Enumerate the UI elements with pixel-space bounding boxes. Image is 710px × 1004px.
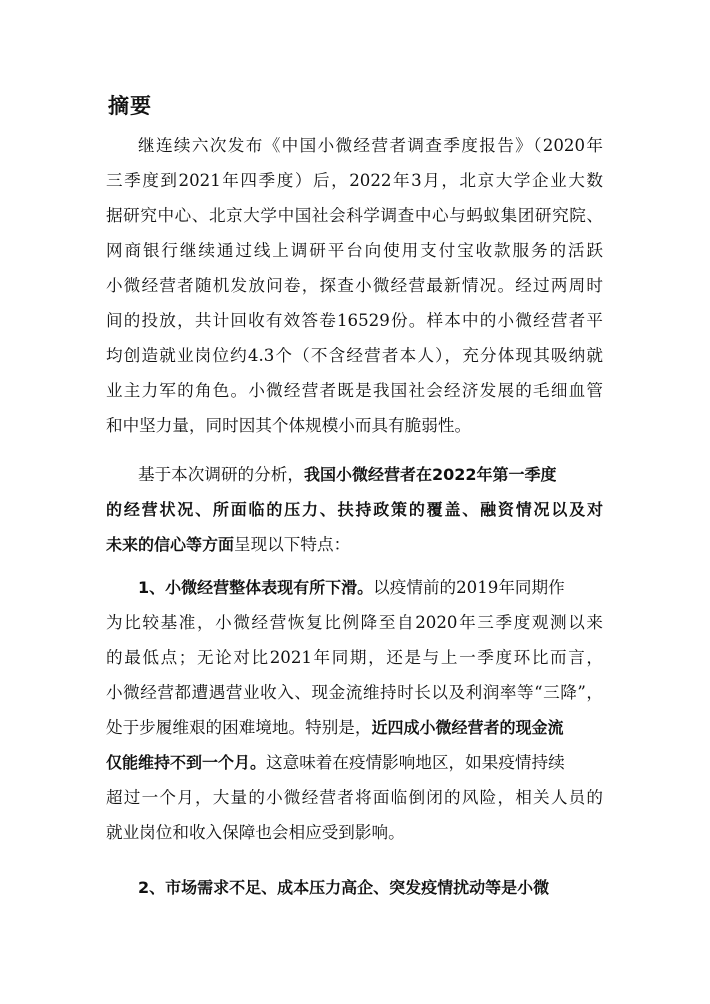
paragraph-3-text: 这意味着在疫情影响地区，如果疫情持续 bbox=[266, 753, 565, 772]
paragraph-1-line-9: 和中坚力量，同时因其个体规模小而具有脆弱性。 bbox=[106, 416, 472, 435]
paragraph-1-line-6: 间的投放，共计回收有效答卷16529份。样本中的小微经营者平 bbox=[106, 311, 603, 330]
paragraph-3-text: 处于步履维艰的困难境地。特别是， bbox=[106, 718, 372, 737]
point-2-title: 2、市场需求不足、成本压力高企、突发疫情扰动等是小微 bbox=[138, 878, 550, 897]
paragraph-1-line-7: 均创造就业岗位约4.3个（不含经营者本人），充分体现其吸纳就 bbox=[106, 346, 603, 365]
paragraph-3-emphasis: 仅能维持不到一个月。 bbox=[106, 753, 267, 772]
section-heading: 摘要 bbox=[108, 94, 152, 118]
paragraph-2-line-1 bbox=[138, 460, 556, 490]
paragraph-3-line-8: 就业岗位和收入保障也会相应受到影响。 bbox=[106, 823, 405, 842]
paragraph-1-line-8: 业主力军的角色。小微经营者既是我国社会经济发展的毛细血管 bbox=[106, 381, 603, 400]
paragraph-2-text: 基于本次调研的分析， bbox=[138, 465, 304, 484]
paragraph-3-line-4: 小微经营都遭遇营业收入、现金流维持时长以及利润率等“三降”， bbox=[106, 683, 603, 702]
paragraph-2-text: 呈现以下特点： bbox=[234, 535, 351, 554]
paragraph-2-emphasis: 我国小微经营者在2022年第一季度 bbox=[303, 465, 557, 484]
paragraph-2-line-3 bbox=[106, 530, 350, 560]
paragraph-1-line-5: 小微经营者随机发放问卷，探查小微经营最新情况。经过两周时 bbox=[106, 276, 603, 295]
paragraph-3-line-3: 的最低点；无论对比2021年同期，还是与上一季度环比而言， bbox=[106, 648, 603, 667]
paragraph-1-line-2: 三季度到2021年四季度）后，2022年3月，北京大学企业大数 bbox=[106, 171, 603, 190]
paragraph-2-line-2: 的经营状况、所面临的压力、扶持政策的覆盖、融资情况以及对 bbox=[106, 500, 603, 519]
paragraph-3-emphasis: 近四成小微经营者的现金流 bbox=[371, 718, 564, 737]
paragraph-3-line-6 bbox=[106, 748, 565, 778]
paragraph-1-line-3: 据研究中心、北京大学中国社会科学调查中心与蚂蚁集团研究院、 bbox=[106, 206, 603, 225]
paragraph-1-line-1: 继连续六次发布《中国小微经营者调查季度报告》（2020年 bbox=[138, 136, 603, 155]
paragraph-3-line-5 bbox=[106, 713, 564, 743]
paragraph-3-line-2: 为比较基准，小微经营恢复比例降至自2020年三季度观测以来 bbox=[106, 613, 603, 632]
paragraph-3-line-1 bbox=[138, 573, 565, 603]
paragraph-3-line-7: 超过一个月，大量的小微经营者将面临倒闭的风险，相关人员的 bbox=[106, 788, 603, 807]
paragraph-1-line-4: 网商银行继续通过线上调研平台向使用支付宝收款服务的活跃 bbox=[106, 241, 603, 260]
paragraph-3-text: 以疫情前的2019年同期作 bbox=[373, 578, 565, 597]
point-1-title: 1、小微经营整体表现有所下滑。 bbox=[138, 578, 374, 597]
paragraph-2-emphasis: 未来的信心等方面 bbox=[106, 535, 235, 554]
